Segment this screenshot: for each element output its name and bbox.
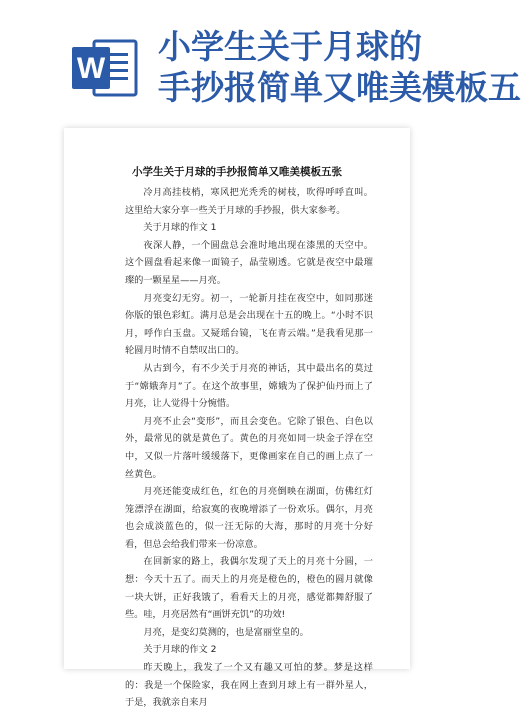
paragraph: 月亮不止会“变形”，而且会变色。它除了银色、白色以外，最常见的就是黄色了。黄色的月亮如同一块金子浮在空中，又似一片落叶缓缓落下，更像画家在自己的画上点了一丝黄色。 [125,415,373,480]
section-heading: 关于月球的作文 2 [143,644,217,656]
paragraph: 夜深人静，一个圆盘总会准时地出现在漆黑的天空中。这个圆盘看起来像一面镜子，晶莹剔透。它就是夜空中最璀璨的一颗星星——月亮。 [125,239,373,286]
paragraph: 月亮，是变幻莫测的，也是富丽堂皇的。 [143,626,309,638]
banner-title-line-2: 手抄报简单又唯美模板五 [158,68,521,107]
paragraph: 月亮还能变成红色，红色的月亮倒映在湖面，仿佛红灯笼漂浮在湖面，给寂寞的夜晚增添了一份欢乐。偶尔，月亮也会成淡蓝色的，似一汪无际的大海，那时的月亮十分好看，但总会给我们带来一份凉意。 [125,486,373,550]
document-title: 小学生关于月球的手抄报简单又唯美模板五张 [132,166,342,178]
paragraph: 昨天晚上，我发了一个又有趣又可怕的梦。梦是这样的：我是一个保险家，我在网上查到月球上有一群外星人，于是，我就亲自来月 [125,662,373,709]
section-heading: 关于月球的作文 1 [143,222,217,234]
paragraph: 在回新家的路上，我偶尔发现了天上的月亮十分圆，一想：今天十五了。而天上的月亮是橙色的，橙色的圆月就像一块大饼，正好我饿了，看看天上的月亮，感觉都舞舒服了些。哇，月亮居然有“画饼充饥”的功效! [125,556,373,621]
banner-title-line-1: 小学生关于月球的 [158,27,422,66]
document-body [125,184,373,712]
word-doc-icon [70,33,140,103]
paragraph: 月亮变幻无穷。初一，一轮新月挂在夜空中，如同那迷你版的银色彩虹。满月总是会出现在十五的晚上。“小时不识月，呼作白玉盘。又疑瑶台镜，飞在青云端。”是我看见那一轮圆月时情不自禁叹出口的。 [125,292,373,357]
banner-title [158,26,521,108]
document-page [64,128,410,709]
paragraph: 冷月高挂枝梢，寒风把光秃秃的树枝，吹得呼呼直叫。这里给大家分享一些关于月球的手抄报，供大家参考。 [125,187,373,216]
paragraph: 从古到今，有不少关于月亮的神话，其中最出名的莫过于“嫦娥奔月”了。在这个故事里，嫦娥为了保护仙丹而上了月亮，让人觉得十分惋惜。 [125,362,373,410]
header-banner [0,0,521,140]
logo-letter: W [76,52,106,85]
